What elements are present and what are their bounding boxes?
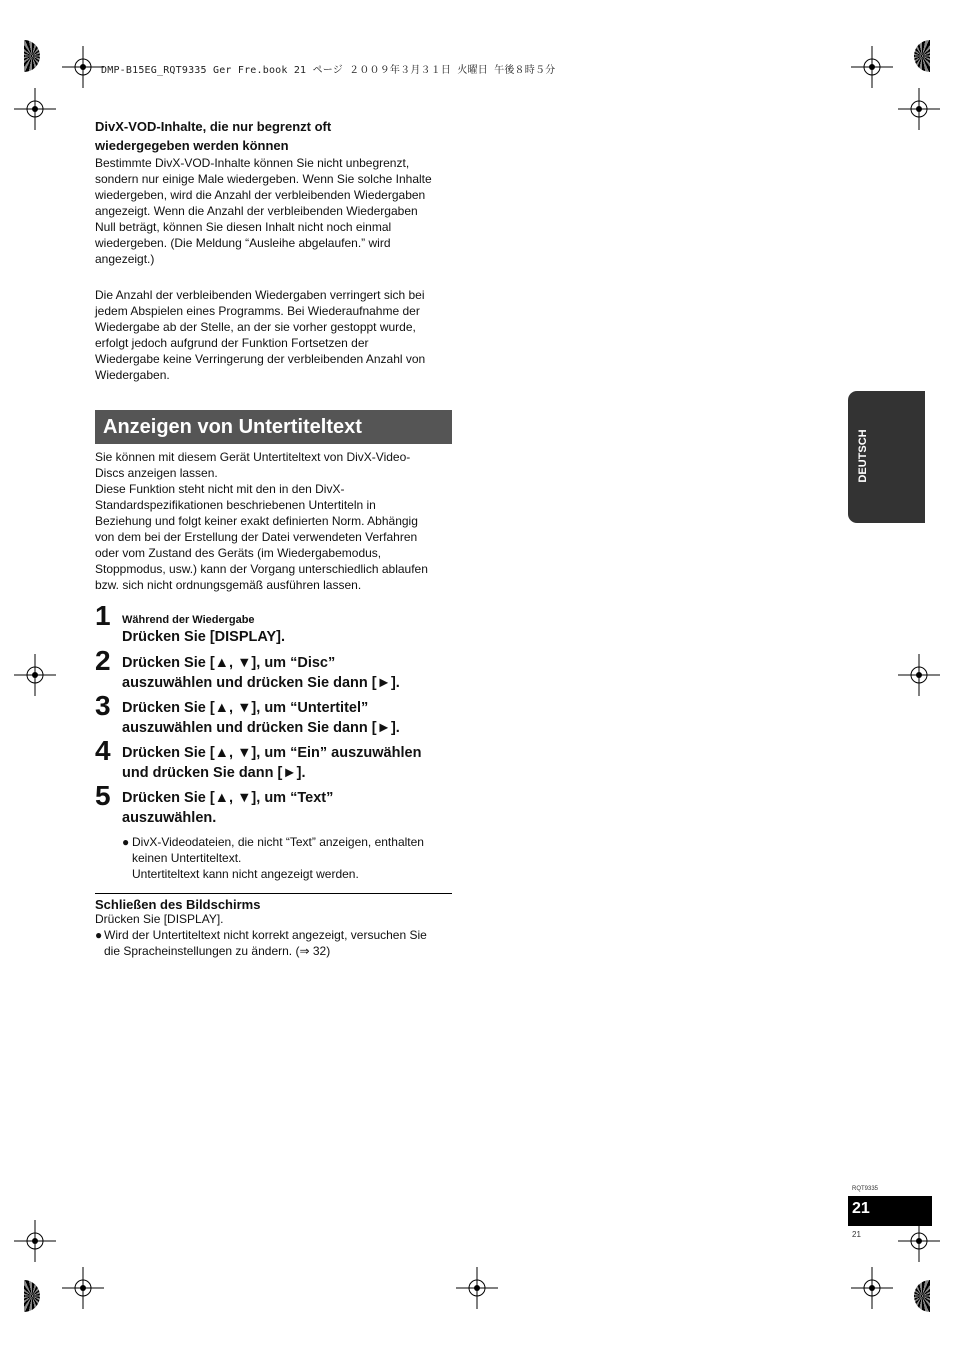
close-screen-note [95,927,452,959]
step-5-note [122,834,452,882]
text-line: Wiedergabe keine Verringerung der verbleibenden Anzahl von [95,352,426,366]
corner-bar-top-right [914,40,930,72]
registration-mark-right-top [898,88,940,130]
corner-bar-bottom-left [24,1280,40,1312]
note-line: Untertiteltext kann nicht angezeigt werden. [132,867,359,881]
text-line: Sie können mit diesem Gerät Untertiteltext von DivX-Video- [95,450,411,464]
step-line: auszuwählen und drücken Sie dann [►]. [122,719,400,736]
divx-vod-heading [95,117,452,155]
language-tab-label: DEUTSCH [857,429,869,483]
text-line: Die Anzahl der verbleibenden Wiedergaben verringert sich bei [95,288,425,302]
text-line: Discs anzeigen lassen. [95,466,218,480]
text-line: wiedergeben. (Die Meldung “Ausleihe abgelaufen.” wird [95,236,391,250]
bullet-icon: ● [122,835,130,849]
step-2-text [122,654,462,693]
step-line: Drücken Sie [▲, ▼], um “Disc” [122,655,336,671]
text-line: Wiedergaben. [95,368,170,382]
step-number-1: 1 [95,600,111,631]
registration-mark-right-bottom [898,1220,940,1262]
subtitle-intro [95,449,452,593]
text-line: Diese Funktion steht nicht mit den in den DivX- [95,482,345,496]
note-line: keinen Untertiteltext. [132,851,242,865]
step-1-precondition: Während der Wiedergabe [122,614,255,626]
note-line: DivX-Videodateien, die nicht “Text” anzeigen, enthalten [132,835,424,849]
registration-mark-bottom-center [456,1267,498,1309]
corner-bar-bottom-right [914,1280,930,1312]
step-line: Drücken Sie [▲, ▼], um “Text” [122,790,334,806]
step-number-3: 3 [95,690,111,721]
page-number: 21 [852,1200,870,1217]
registration-mark-top-left [62,46,104,88]
step-5-text [122,789,462,828]
text-line: Null beträgt, können Sie diesen Inhalt nicht noch einmal [95,220,392,234]
step-4-text [122,744,462,783]
step-line: Drücken Sie [▲, ▼], um “Untertitel” [122,700,369,716]
model-code: RQT9335 [852,1186,879,1192]
close-screen-instruction: Drücken Sie [DISPLAY]. [95,912,224,926]
note-line: die Spracheinstellungen zu ändern. (⇒ 32) [104,944,331,958]
text-line: Wiedergabe ab der Stelle, an der sie vorher gestoppt wurde, [95,320,416,334]
text-line: angezeigt. Wenn die Anzahl der verbleibenden Wiedergaben [95,204,418,218]
step-1-text [122,612,462,648]
text-line: von dem bei der Erstellung der Datei verwendeten Verfahren [95,530,418,544]
page-number-small: 21 [852,1230,861,1239]
step-line: Drücken Sie [DISPLAY]. [122,629,286,645]
step-line: und drücken Sie dann [►]. [122,764,306,781]
step-3-text [122,699,462,738]
file-info-header: DMP-B15EG_RQT9335 Ger Fre.book 21 ページ ２００９年３月３１日 火曜日 午後８時５分 [101,65,556,76]
text-line: erfolgt jedoch aufgrund der Funktion Fortsetzen der [95,336,369,350]
step-number-2: 2 [95,645,111,676]
text-line: jedem Abspielen eines Programms. Bei Wiederaufnahme der [95,304,420,318]
divx-vod-paragraph-2 [95,287,452,383]
section-title-bar [95,410,452,444]
step-line: auszuwählen und drücken Sie dann [►]. [122,674,400,691]
bullet-icon: ● [95,928,103,942]
divx-vod-heading-line: wiedergegeben werden können [95,138,289,153]
step-number-5: 5 [95,780,111,811]
registration-mark-right-middle [898,654,940,696]
registration-mark-left-bottom [14,1220,56,1262]
text-line: sondern nur einige Male wiedergeben. Wenn Sie solche Inhalte [95,172,432,186]
text-line: Bestimmte DivX-VOD-Inhalte können Sie nicht unbegrenzt, [95,156,410,170]
registration-mark-bottom-right [851,1267,893,1309]
close-screen-heading: Schließen des Bildschirms [95,897,261,912]
step-line: Drücken Sie [▲, ▼], um “Ein” auszuwählen [122,745,422,761]
text-line: Standardspezifikationen beschriebenen Untertiteln in [95,498,376,512]
text-line: bzw. sich nicht ordnungsgemäß ausführen lassen. [95,578,362,592]
registration-mark-bottom-left [62,1267,104,1309]
text-line: Stoppmodus, usw.) kann der Vorgang unterschiedlich ablaufen [95,562,428,576]
corner-bar-top-left [24,40,40,72]
divx-vod-heading-line: DivX-VOD-Inhalte, die nur begrenzt oft [95,119,332,134]
registration-mark-left-middle [14,654,56,696]
note-line: Wird der Untertiteltext nicht korrekt angezeigt, versuchen Sie [104,928,427,942]
text-line: wiedergeben, wird die Anzahl der verbleibenden Wiedergaben [95,188,426,202]
text-line: angezeigt.) [95,252,155,266]
registration-mark-top-right [851,46,893,88]
section-title: Anzeigen von Untertiteltext [103,416,362,438]
text-line: Beziehung und folgt keiner exakt definierten Norm. Abhängig [95,514,418,528]
step-number-4: 4 [95,735,111,766]
registration-mark-left-top [14,88,56,130]
step-line: auszuwählen. [122,809,217,826]
close-screen-block [95,895,452,959]
divx-vod-paragraph-1 [95,155,452,267]
text-line: oder vom Zustand des Geräts (im Wiedergabemodus, [95,546,382,560]
divider-line [95,893,452,894]
